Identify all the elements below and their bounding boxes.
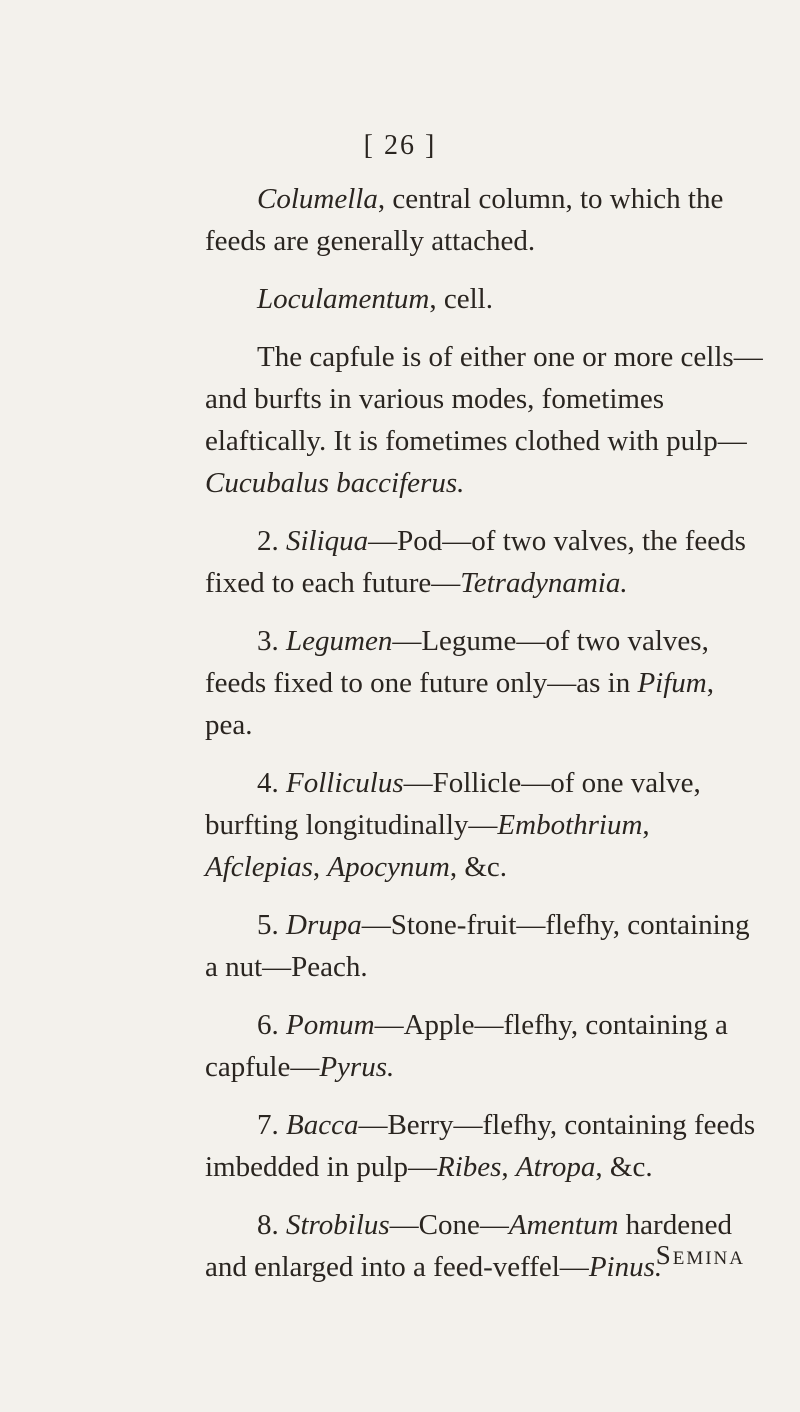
text-run: 7. <box>257 1109 286 1141</box>
italic-term: Pifum <box>637 667 707 699</box>
paragraph-gap <box>205 1188 765 1204</box>
text-run: , <box>312 851 328 883</box>
paragraph-drupa <box>205 904 765 988</box>
text-run: —Pod—of two valves, the feeds fixed to each future— <box>205 525 746 599</box>
italic-term: Strobilus <box>286 1209 390 1241</box>
italic-term: Folliculus <box>286 767 404 799</box>
italic-term: Atropa <box>515 1151 596 1183</box>
text-run: —Legume—of two valves, feeds fixed to one future only—as in <box>205 625 709 699</box>
paragraph-gap <box>205 604 765 620</box>
text-run: The capfule is of either one or more cells—and burfts in various modes, fometimes elaftically. It is fometimes clothed with pulp— <box>205 341 763 457</box>
text-run: 2. <box>257 525 286 557</box>
paragraph-siliqua <box>205 520 765 604</box>
italic-term: Ribes <box>436 1151 502 1183</box>
italic-term: Drupa <box>286 909 362 941</box>
text-run: , &c. <box>449 851 508 883</box>
paragraph-columella <box>205 178 765 262</box>
paragraph-gap <box>205 888 765 904</box>
paragraph-gap <box>205 746 765 762</box>
italic-term: Cucubalus bacciferus. <box>205 467 465 499</box>
paragraph-pomum <box>205 1004 765 1088</box>
text-run: 3. <box>257 625 286 657</box>
text-run: —Follicle—of one valve, burfting longitudinally— <box>205 767 701 841</box>
text-run: , <box>501 1151 516 1183</box>
paragraph-gap <box>205 320 765 336</box>
page-number-header: [ 26 ] <box>363 130 437 161</box>
italic-term: Pomum <box>286 1009 375 1041</box>
paragraph-loculamentum <box>205 278 765 320</box>
italic-term: Pyrus. <box>319 1051 395 1083</box>
page-body-text <box>205 178 765 1288</box>
paragraph-folliculus <box>205 762 765 888</box>
italic-term: Apocynum <box>327 851 450 883</box>
text-run: 6. <box>257 1009 286 1041</box>
paragraph-bacca <box>205 1104 765 1188</box>
text-run: 8. <box>257 1209 286 1241</box>
italic-term: Pinus. <box>588 1251 663 1283</box>
italic-term: Siliqua <box>286 525 369 557</box>
paragraph-legumen <box>205 620 765 746</box>
italic-term: Loculamentum <box>257 283 430 315</box>
italic-term: Amentum <box>508 1209 619 1241</box>
text-run: —Berry—flefhy, containing feeds imbedded in pulp— <box>205 1109 756 1183</box>
paragraph-gap <box>205 1088 765 1104</box>
text-run: , &c. <box>595 1151 653 1183</box>
paragraph-gap <box>205 988 765 1004</box>
paragraph-gap <box>205 262 765 278</box>
text-run: —Stone-fruit—flefhy, containing a nut—Peach. <box>205 909 750 983</box>
text-run: , central column, to which the feeds are generally attached. <box>205 183 724 257</box>
text-run: 5. <box>257 909 286 941</box>
text-run: —Cone— <box>389 1209 509 1241</box>
text-run: , <box>642 809 650 841</box>
italic-term: Bacca <box>286 1109 359 1141</box>
italic-term: Afclepias <box>205 851 313 883</box>
text-run: hardened and enlarged into a feed-veffel— <box>205 1209 732 1283</box>
paragraph-capsule <box>205 336 765 504</box>
italic-term: Columella <box>257 183 378 215</box>
italic-term: Legumen <box>286 625 393 657</box>
text-run: , cell. <box>429 283 493 315</box>
paragraph-gap <box>205 504 765 520</box>
italic-term: Embothrium <box>497 809 643 841</box>
italic-term: Tetradynamia. <box>460 567 628 599</box>
text-run: , pea. <box>205 667 714 741</box>
text-run: 4. <box>257 767 286 799</box>
text-run: —Apple—flefhy, containing a capfule— <box>205 1009 728 1083</box>
catchword: Semina <box>655 1240 745 1270</box>
